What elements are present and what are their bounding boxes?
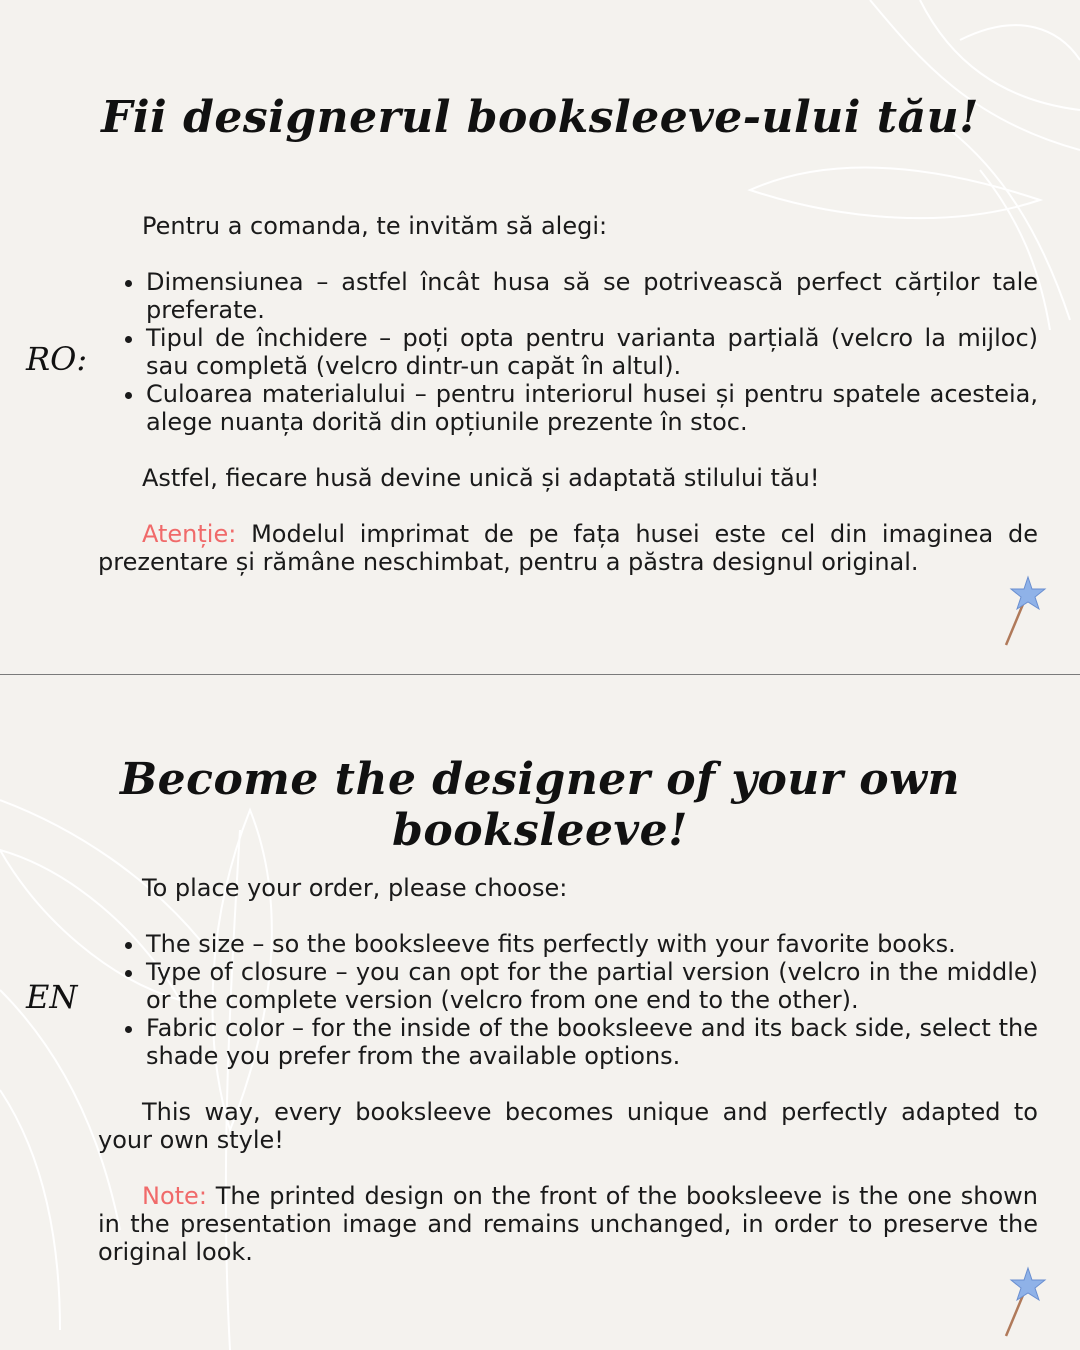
options-list-en (98, 930, 1038, 1070)
note-text-en: The printed design on the front of the booksleeve is the one shown in the presentation image and remains unchanged, in order to preserve the original look. (98, 1182, 1038, 1266)
magic-wand-icon (1000, 575, 1050, 647)
section-divider (0, 674, 1080, 675)
intro-ro: Pentru a comanda, te invităm să alegi: (142, 212, 608, 240)
section-en (0, 676, 1080, 1350)
option-size-en: • The size – so the booksleeve fits perfectly with your favorite books. (146, 930, 1038, 958)
title-en: Become the designer of your own booksleeve! (119, 754, 961, 856)
option-color-ro: • Culoarea materialului – pentru interiorul husei și pentru spatele acesteia, alege nuanța dorită din opțiunile prezente în stoc. (146, 380, 1038, 436)
option-closure-en: • Type of closure – you can opt for the partial version (velcro in the middle) or the complete version (velcro from one end to the other). (146, 958, 1038, 1014)
note-label-ro: Atenție: (142, 520, 237, 548)
note-en (98, 1182, 1038, 1266)
title-ro: Fii designerul booksleeve-ului tău! (101, 92, 979, 143)
option-color-en: • Fabric color – for the inside of the booksleeve and its back side, select the shade you prefer from the available options. (146, 1014, 1038, 1070)
language-tag-en: EN (26, 978, 78, 1016)
closing-ro: Astfel, fiecare husă devine unică și adaptată stilului tău! (142, 464, 820, 492)
closing-en: This way, every booksleeve becomes unique and perfectly adapted to your own style! (98, 1098, 1038, 1154)
language-tag-ro: RO: (26, 340, 88, 378)
body-ro (98, 212, 1038, 576)
body-en (98, 874, 1038, 1266)
note-text-ro: Modelul imprimat de pe fața husei este cel din imaginea de prezentare și rămâne neschimbat, pentru a păstra designul original. (98, 520, 1038, 576)
option-size-ro: • Dimensiunea – astfel încât husa să se potrivească perfect cărților tale preferate. (146, 268, 1038, 324)
note-label-en: Note: (142, 1182, 207, 1210)
magic-wand-icon (1000, 1266, 1050, 1338)
option-closure-ro: • Tipul de închidere – poți opta pentru varianta parțială (velcro la mijloc) sau completă (velcro dintr-un capăt în altul). (146, 324, 1038, 380)
note-ro (98, 520, 1038, 576)
options-list-ro (98, 268, 1038, 436)
intro-en: To place your order, please choose: (142, 874, 568, 902)
